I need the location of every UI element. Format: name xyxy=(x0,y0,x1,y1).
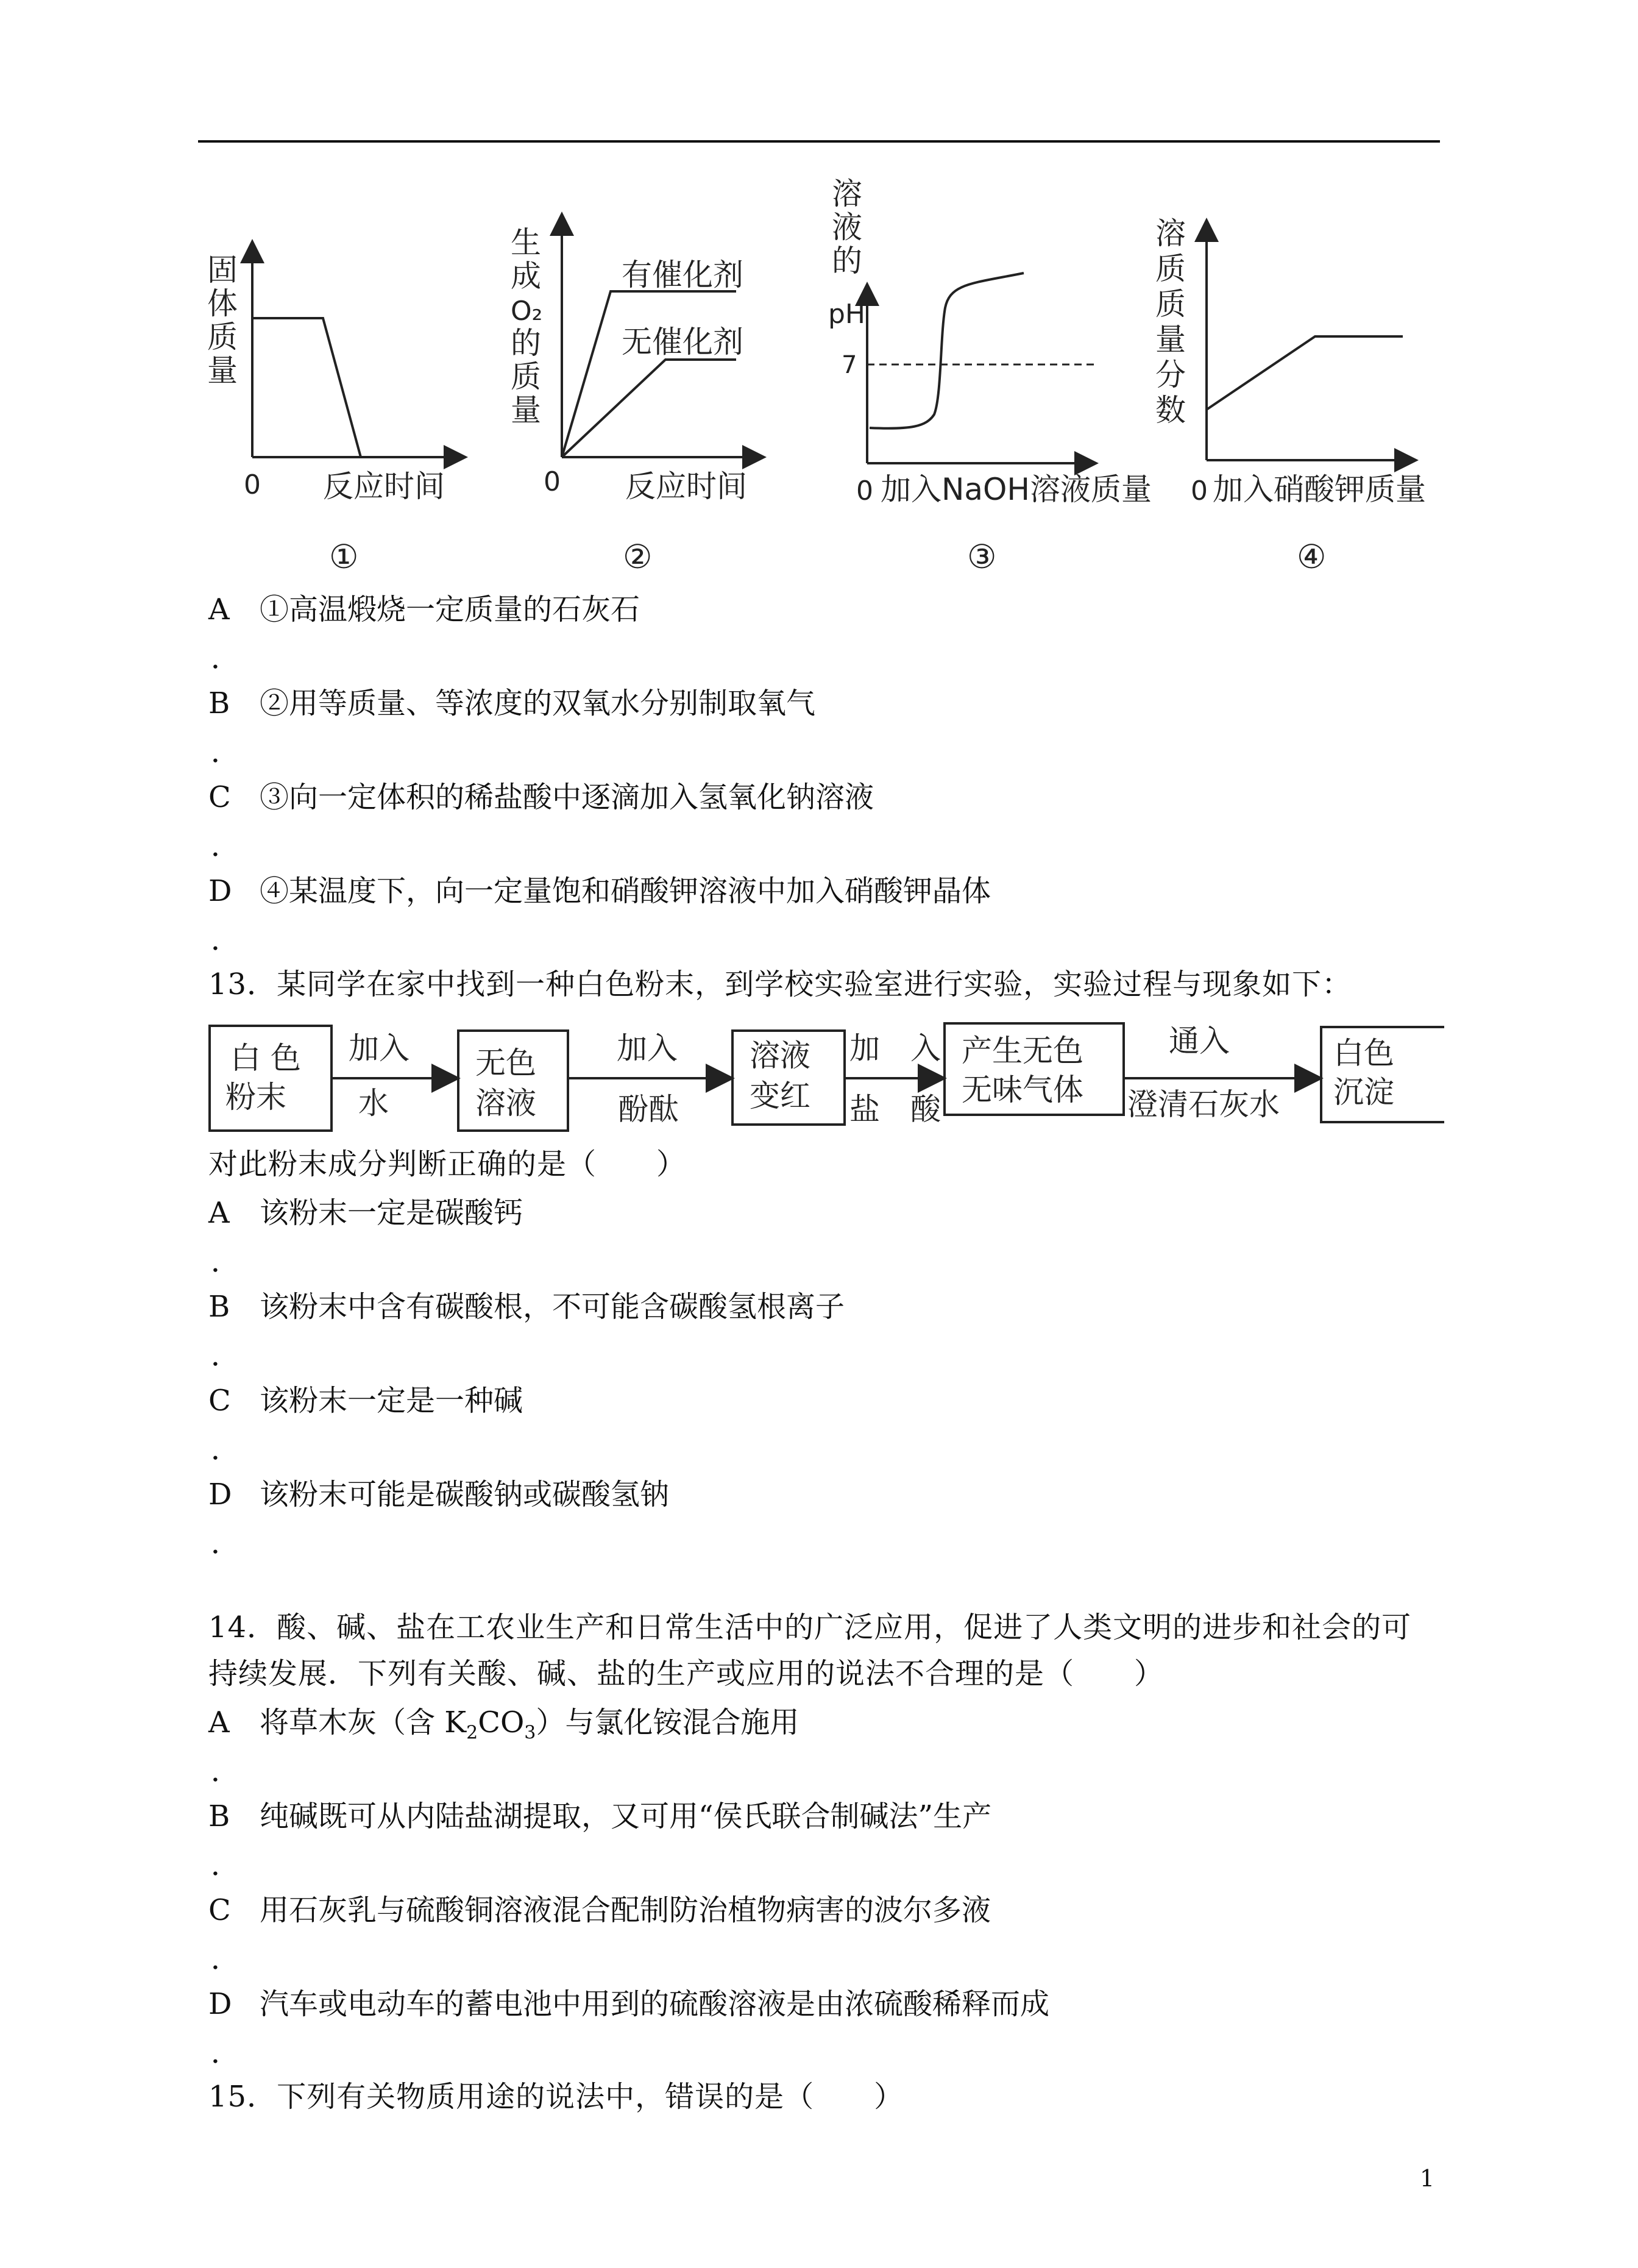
y-label-char: 成 xyxy=(511,258,541,294)
option-dot: ． xyxy=(211,1754,241,1788)
y-label-char: O₂ xyxy=(511,296,543,327)
flow-box-text: 溶液 xyxy=(475,1086,536,1121)
y-label-char: 生 xyxy=(511,225,541,260)
y-label-char: 的 xyxy=(511,325,541,361)
origin-label: 0 xyxy=(544,466,561,497)
x-axis-label: 加入硝酸钾质量 xyxy=(1213,472,1426,507)
option-dot: ． xyxy=(211,1526,241,1560)
q14-stem-line2: 持续发展．下列有关酸、碱、盐的生产或应用的说法不合理的是（ ） xyxy=(208,1657,1165,1691)
option-dot: ． xyxy=(211,641,241,675)
y-label-char: pH xyxy=(828,299,866,330)
q12-option-a: A ①高温煅烧一定质量的石灰石 xyxy=(208,592,640,627)
y-label-char: 质 xyxy=(1155,251,1186,286)
x-axis-label: 反应时间 xyxy=(625,469,747,504)
y-label-char: 体 xyxy=(207,286,238,321)
q13-option-c: C 该粉末一定是一种碱 xyxy=(208,1384,523,1418)
q14-option-d: D 汽车或电动车的蓄电池中用到的硫酸溶液是由浓硫酸稀释而成 xyxy=(208,1987,1050,2021)
q12-option-c: C ③向一定体积的稀盐酸中逐滴加入氢氧化钠溶液 xyxy=(208,780,874,814)
y-label-char: 数 xyxy=(1155,393,1186,428)
flow-arrow-label: 酚酞 xyxy=(618,1092,679,1127)
option-dot: ． xyxy=(211,1432,241,1466)
x-axis-label: 加入NaOH溶液质量 xyxy=(881,472,1152,507)
y-label-char: 溶 xyxy=(1155,216,1186,251)
flow-arrow-label: 盐 酸 xyxy=(849,1092,941,1127)
option-dot: ． xyxy=(211,1245,241,1279)
series-label-catalyst: 有催化剂 xyxy=(622,257,743,293)
flow-box-text: 无味气体 xyxy=(962,1072,1083,1107)
option-dot: ． xyxy=(211,923,241,957)
option-dot: ． xyxy=(211,735,241,769)
y-label-char: 量 xyxy=(511,393,541,428)
flow-arrow-label: 加入 xyxy=(617,1031,678,1066)
origin-label: 0 xyxy=(1191,475,1208,507)
graph-number-4: ④ xyxy=(1297,538,1327,576)
flow-arrow-label: 加入 xyxy=(349,1031,410,1066)
q13-option-a: A 该粉末一定是碳酸钙 xyxy=(208,1196,523,1230)
flow-arrow-label: 澄清石灰水 xyxy=(1127,1087,1280,1122)
y-label-char: 质 xyxy=(207,319,238,355)
q14-stem-line1: 14．酸、碱、盐在工农业生产和日常生活中的广泛应用，促进了人类文明的进步和社会的可 xyxy=(208,1610,1412,1644)
q12-option-b: B ②用等质量、等浓度的双氧水分别制取氧气 xyxy=(208,686,816,720)
option-dot: ． xyxy=(211,1848,241,1882)
y-label-char: 液 xyxy=(832,210,862,245)
graph-number-3: ③ xyxy=(967,538,997,576)
y-label-char: 分 xyxy=(1155,357,1186,393)
flow-arrow-label: 加 入 xyxy=(849,1031,941,1066)
x-axis-label: 反应时间 xyxy=(323,469,445,504)
flow-arrow-label: 水 xyxy=(358,1086,389,1121)
flow-arrow-label: 通入 xyxy=(1169,1023,1230,1059)
graph-1 xyxy=(201,177,469,518)
series-label-no-catalyst: 无催化剂 xyxy=(622,324,743,360)
q13-question: 对此粉末成分判断正确的是（ ） xyxy=(208,1147,687,1181)
q12-option-d: D ④某温度下，向一定量饱和硝酸钾溶液中加入硝酸钾晶体 xyxy=(208,874,991,908)
flow-box-text: 粉末 xyxy=(225,1079,286,1115)
flow-box-text: 沉淀 xyxy=(1333,1075,1394,1110)
q13-option-d: D 该粉末可能是碳酸钠或碳酸氢钠 xyxy=(208,1477,670,1512)
graph-4 xyxy=(1152,177,1456,518)
option-dot: ． xyxy=(211,2036,241,2070)
q14-option-a: A 将草木灰（含 $K_2CO_3$）与氯化铵混合施用 xyxy=(208,1705,800,1744)
y-label-char: 质 xyxy=(511,359,541,394)
y-label-char: 质 xyxy=(1155,286,1186,322)
flow-box-text: 白色 xyxy=(1333,1036,1394,1071)
y-label-char: 溶 xyxy=(832,177,862,212)
page-number: 1 xyxy=(1419,2165,1434,2192)
flow-box-text: 无色 xyxy=(475,1045,536,1081)
y-label-char: 量 xyxy=(207,353,238,388)
tick-label-7: 7 xyxy=(842,351,857,379)
graph-3 xyxy=(820,177,1161,518)
q13-option-b: B 该粉末中含有碳酸根，不可能含碳酸氢根离子 xyxy=(208,1290,845,1324)
flow-box-text: 白 色 xyxy=(230,1040,301,1076)
option-dot: ． xyxy=(211,1338,241,1373)
y-label-char: 固 xyxy=(207,252,238,288)
origin-label: 0 xyxy=(856,475,873,507)
q14-option-c: C 用石灰乳与硫酸铜溶液混合配制防治植物病害的波尔多液 xyxy=(208,1893,991,1927)
y-label-char: 量 xyxy=(1155,322,1186,357)
q15-stem: 15．下列有关物质用途的说法中，错误的是（ ） xyxy=(208,2080,904,2114)
option-dot: ． xyxy=(211,1942,241,1976)
flow-box-text: 变红 xyxy=(750,1078,810,1114)
flow-box-text: 产生无色 xyxy=(962,1033,1083,1068)
flow-box-text: 溶液 xyxy=(750,1038,810,1073)
graph-number-1: ① xyxy=(329,538,359,576)
graph-2 xyxy=(506,177,774,518)
experiment-flowchart xyxy=(207,1015,1444,1139)
graph-number-2: ② xyxy=(623,538,653,576)
origin-label: 0 xyxy=(244,469,261,500)
option-dot: ． xyxy=(211,829,241,863)
y-label-char: 的 xyxy=(832,243,862,279)
header-rule xyxy=(198,140,1440,143)
q13-stem: 13．某同学在家中找到一种白色粉末，到学校实验室进行实验，实验过程与现象如下： xyxy=(208,967,1352,1001)
q14-option-b: B 纯碱既可从内陆盐湖提取，又可用“侯氏联合制碱法”生产 xyxy=(208,1799,992,1833)
